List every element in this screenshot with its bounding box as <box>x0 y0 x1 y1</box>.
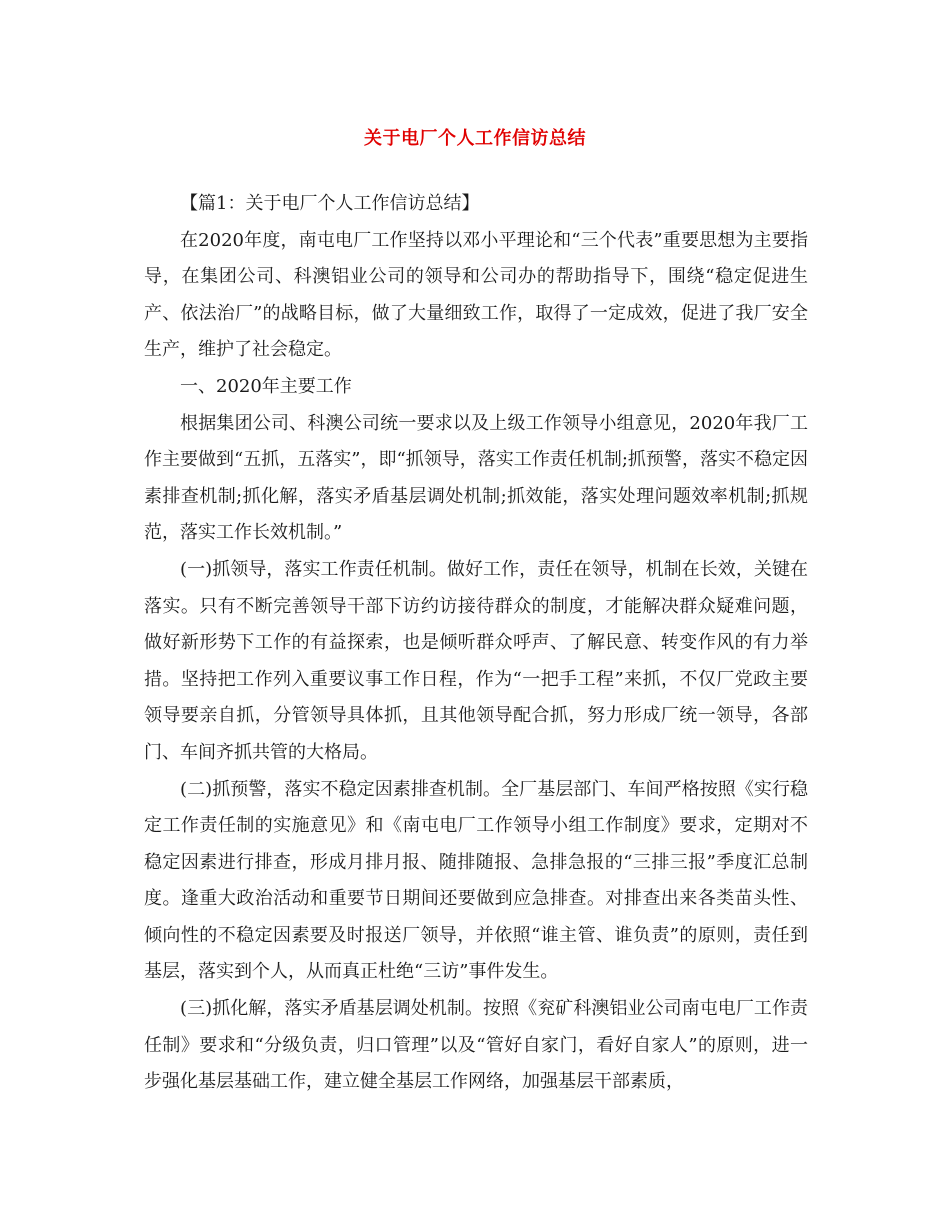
paragraph-intro: 在2020年度，南屯电厂工作坚持以邓小平理论和“三个代表”重要思想为主要指导，在集团公司、科澳铝业公司的领导和公司办的帮助指导下，围绕“稳定促进生产、依法治厂”的战略目标，做了大量细致工作，取得了一定成效，促进了我厂安全生产，维护了社会稳定。 <box>144 229 808 361</box>
section-heading-main-work: 一、2020年主要工作 <box>180 375 352 397</box>
paragraph-early-warning: (二)抓预警，落实不稳定因素排查机制。全厂基层部门、车间严格按照《实行稳定工作责任制的实施意见》和《南屯电厂工作领导小组工作制度》要求，定期对不稳定因素进行排查，形成月排月报、随排随报、急排急报的“三排三报”季度汇总制度。逢重大政治活动和重要节日期间还要做到应急排查。对排查出来各类苗头性、倾向性的不稳定因素要及时报送厂领导，并依照“谁主管、谁负责”的原则，责任到基层，落实到个人，从而真正杜绝“三访”事件发生。 <box>144 778 808 983</box>
paragraph-resolution: (三)抓化解，落实矛盾基层调处机制。按照《兖矿科澳铝业公司南屯电厂工作责任制》要求和“分级负责，归口管理”以及“管好自家门，看好自家人”的原则，进一步强化基层基础工作，建立健全基层工作网络，加强基层干部素质， <box>144 998 808 1093</box>
document-title: 关于电厂个人工作信访总结 <box>364 128 586 149</box>
document-body <box>144 186 808 1101</box>
chapter-label: 【篇1：关于电厂个人工作信访总结】 <box>180 193 480 214</box>
paragraph-overview: 根据集团公司、科澳公司统一要求以及上级工作领导小组意见，2020年我厂工作主要做到“五抓，五落实”，即“抓领导，落实工作责任机制;抓预警，落实不稳定因素排查机制;抓化解，落实矛盾基层调处机制;抓效能，落实处理问题效率机制;抓规范，落实工作长效机制。” <box>144 412 808 544</box>
paragraph-leadership: (一)抓领导，落实工作责任机制。做好工作，责任在领导，机制在长效，关键在落实。只有不断完善领导干部下访约访接待群众的制度，才能解决群众疑难问题，做好新形势下工作的有益探索，也是倾听群众呼声、了解民意、转变作风的有力举措。坚持把工作列入重要议事工作日程，作为“一把手工程”来抓，不仅厂党政主要领导要亲自抓，分管领导具体抓，且其他领导配合抓，努力形成厂统一领导，各部门、车间齐抓共管的大格局。 <box>144 558 808 763</box>
